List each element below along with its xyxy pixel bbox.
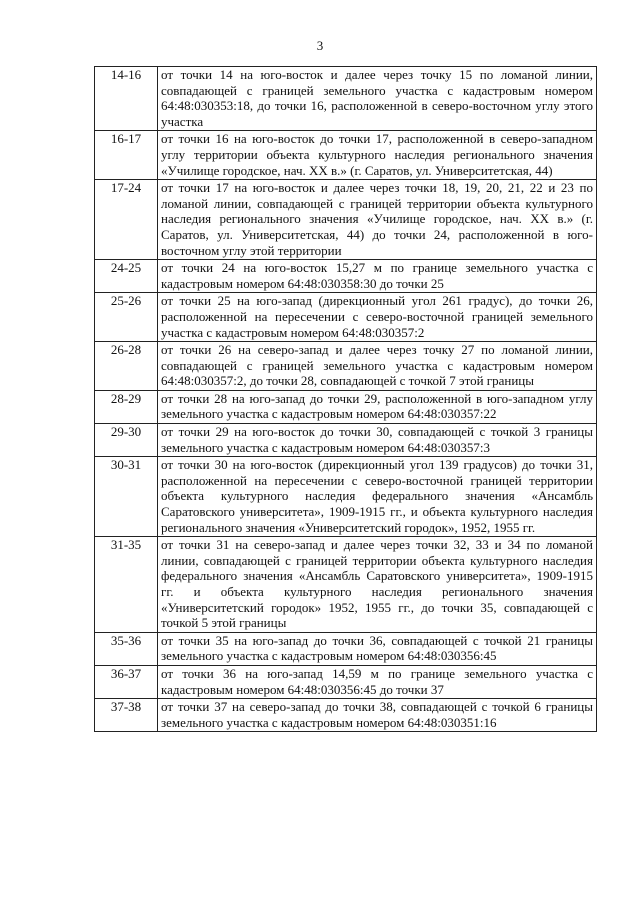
table-row <box>95 457 597 537</box>
description-cell: от точки 17 на юго-восток и далее через точки 18, 19, 20, 21, 22 и 23 по ломаной линии, совпадающей с границей территории объекта культурного наследия регионального значения «Училище городское, нач. XX в.» (г. Саратов, ул. Университетская, 44) до точки 24, расположенной в юго-восточном углу этой территории <box>158 180 597 260</box>
segment-cell: 29-30 <box>95 424 158 457</box>
segment-cell: 26-28 <box>95 342 158 391</box>
boundary-table <box>94 66 597 732</box>
page-number: 3 <box>316 38 324 53</box>
description-cell: от точки 36 на юго-запад 14,59 м по границе земельного участка с кадастровым номером 64:48:030356:45 до точки 37 <box>158 665 597 698</box>
segment-cell: 37-38 <box>95 699 158 732</box>
table-row <box>95 632 597 665</box>
description-cell: от точки 31 на северо-запад и далее через точки 32, 33 и 34 по ломаной линии, совпадающей с границей территории объекта культурного наследия федерального значения «Ансамбль Саратовского университета», 1909-1915 гг. и объекта культурного наследия регионального значения «Университетский городок» 1952, 1955 гг., до точки 35, совпадающей с точкой 5 этой границы <box>158 537 597 633</box>
description-cell: от точки 30 на юго-восток (дирекционный угол 139 градусов) до точки 31, расположенной на пересечении с северо-восточной границей территории объекта культурного наследия федерального значения «Ансамбль Саратовского университета», 1909-1915 гг., и объекта культурного наследия регионального значения «Университетский городок», 1952, 1955 гг. <box>158 457 597 537</box>
table-row <box>95 180 597 260</box>
description-cell: от точки 24 на юго-восток 15,27 м по границе земельного участка с кадастровым номером 64:48:030358:30 до точки 25 <box>158 260 597 293</box>
table-row <box>95 260 597 293</box>
segment-cell: 36-37 <box>95 665 158 698</box>
table-row <box>95 537 597 633</box>
table-row <box>95 293 597 342</box>
segment-cell: 16-17 <box>95 131 158 180</box>
table-row <box>95 342 597 391</box>
segment-cell: 35-36 <box>95 632 158 665</box>
segment-cell: 30-31 <box>95 457 158 537</box>
table-row <box>95 699 597 732</box>
table-row <box>95 665 597 698</box>
description-cell: от точки 28 на юго-запад до точки 29, расположенной в юго-западном углу земельного участка с кадастровым номером 64:48:030357:22 <box>158 390 597 423</box>
segment-cell: 25-26 <box>95 293 158 342</box>
description-cell: от точки 37 на северо-запад до точки 38, совпадающей с точкой 6 границы земельного участка с кадастровым номером 64:48:030351:16 <box>158 699 597 732</box>
table-row <box>95 424 597 457</box>
table-row <box>95 390 597 423</box>
table-row <box>95 131 597 180</box>
segment-cell: 28-29 <box>95 390 158 423</box>
boundary-table-body <box>95 67 597 732</box>
description-cell: от точки 35 на юго-запад до точки 36, совпадающей с точкой 21 границы земельного участка с кадастровым номером 64:48:030356:45 <box>158 632 597 665</box>
segment-cell: 31-35 <box>95 537 158 633</box>
segment-cell: 24-25 <box>95 260 158 293</box>
description-cell: от точки 25 на юго-запад (дирекционный угол 261 градус), до точки 26, расположенной на пересечении с северо-восточной границей земельного участка с кадастровым номером 64:48:030357:2 <box>158 293 597 342</box>
segment-cell: 14-16 <box>95 67 158 131</box>
description-cell: от точки 14 на юго-восток и далее через точку 15 по ломаной линии, совпадающей с границей земельного участка с кадастровым номером 64:48:030353:18, до точки 16, расположенной в северо-восточном углу этого участка <box>158 67 597 131</box>
segment-cell: 17-24 <box>95 180 158 260</box>
description-cell: от точки 26 на северо-запад и далее через точку 27 по ломаной линии, совпадающей с границей земельного участка с кадастровым номером 64:48:030357:2, до точки 28, совпадающей с точкой 7 этой границы <box>158 342 597 391</box>
description-cell: от точки 16 на юго-восток до точки 17, расположенной в северо-западном углу территории объекта культурного наследия регионального значения «Училище городское, нач. XX в.» (г. Саратов, ул. Университетская, 44) <box>158 131 597 180</box>
description-cell: от точки 29 на юго-восток до точки 30, совпадающей с точкой 3 границы земельного участка с кадастровым номером 64:48:030357:3 <box>158 424 597 457</box>
table-row <box>95 67 597 131</box>
